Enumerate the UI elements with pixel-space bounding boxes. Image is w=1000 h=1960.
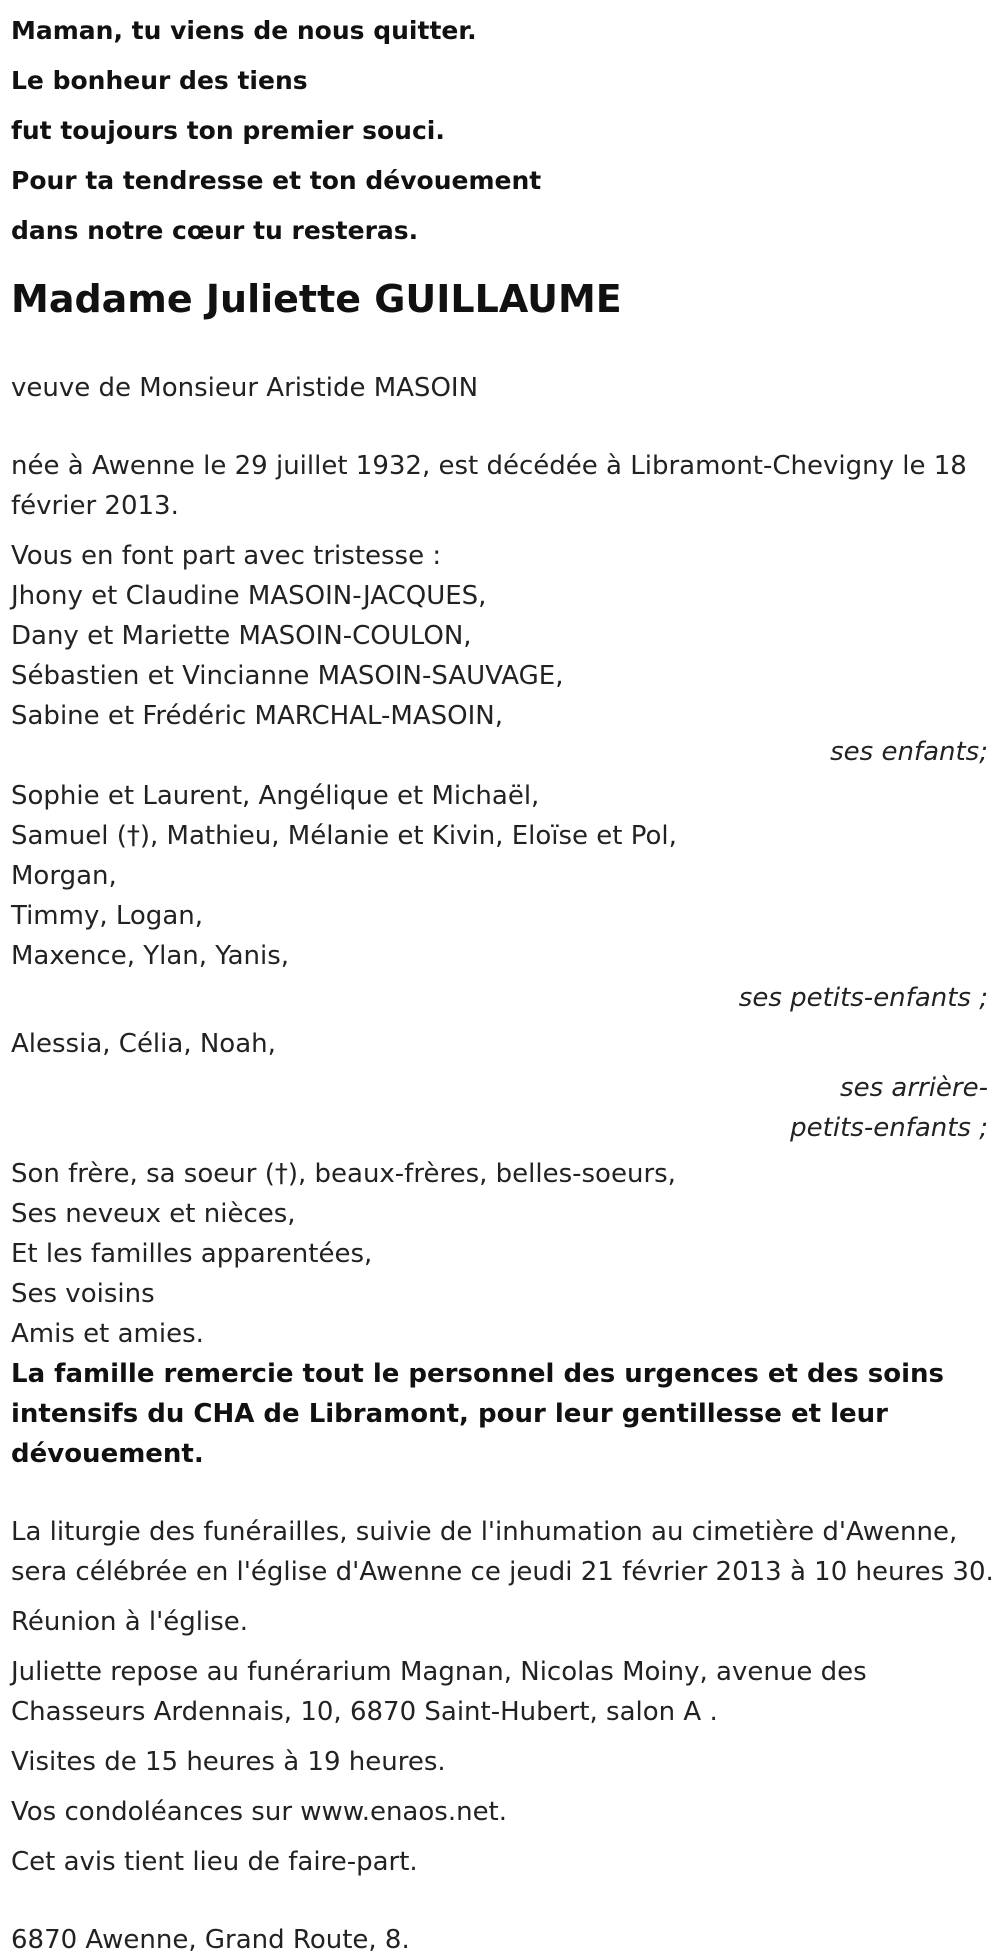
family-section [11,536,1000,768]
grandchildren-section [11,776,1000,1020]
poem-line: Maman, tu viens de nous quitter. [11,16,477,45]
notice-info: Cet avis tient lieu de faire-part. [11,1847,418,1877]
liturgy-info: La liturgie des funérailles, suivie de l'inhumation au cimetière d'Awenne, sera célébrée en l'église d'Awenne ce jeudi 21 février 2013 à 10 heures 30. [11,1517,994,1587]
poem-line: Le bonheur des tiens [11,66,308,95]
other-relative-line: Et les familles apparentées, [11,1239,373,1269]
great-grandchildren-label: ses arrière-petits-enfants ; [790,1073,988,1143]
other-relative-line: Ses neveux et nièces, [11,1199,296,1229]
poem [11,0,1000,256]
poem-line: fut toujours ton premier souci. [11,116,445,145]
condolences-info: Vos condoléances sur www.enaos.net. [11,1797,508,1827]
other-relatives-section [11,1154,1000,1354]
great-grandchildren-section [11,1024,1000,1148]
child-line: Sabine et Frédéric MARCHAL-MASOIN, [11,701,503,731]
other-relative-line: Ses voisins [11,1279,155,1309]
deceased-name: Madame Juliette GUILLAUME [11,277,622,321]
other-relative-line: Son frère, sa soeur (†), beaux-frères, belles-soeurs, [11,1159,676,1189]
announcement-intro: Vous en font part avec tristesse : [11,541,442,571]
child-line: Jhony et Claudine MASOIN-JACQUES, [11,581,487,611]
child-line: Dany et Mariette MASOIN-COULON, [11,621,472,651]
grandchild-line: Timmy, Logan, [11,901,203,931]
meeting-info: Réunion à l'église. [11,1607,249,1637]
grandchild-line: Samuel (†), Mathieu, Mélanie et Kivin, Eloïse et Pol, [11,821,677,851]
poem-line: dans notre cœur tu resteras. [11,216,419,245]
child-line: Sébastien et Vincianne MASOIN-SAUVAGE, [11,661,564,691]
grandchild-line: Maxence, Ylan, Yanis, [11,941,290,971]
poem-line: Pour ta tendresse et ton dévouement [11,166,542,195]
great-grandchild-line: Alessia, Célia, Noah, [11,1029,276,1059]
repose-info: Juliette repose au funérarium Magnan, Nicolas Moiny, avenue des Chasseurs Ardennais, 10, 6870 Saint-Hubert, salon A . [11,1657,867,1727]
grandchildren-label: ses petits-enfants ; [738,983,988,1013]
birth-death: née à Awenne le 29 juillet 1932, est décédée à Libramont-Chevigny le 18 février 2013. [11,451,967,521]
address: 6870 Awenne, Grand Route, 8. [11,1925,410,1955]
children-label: ses enfants; [830,737,988,767]
thanks-message: La famille remercie tout le personnel des urgences et des soins intensifs du CHA de Libramont, pour leur gentillesse et leur dévouement. [11,1359,945,1469]
widow-of: veuve de Monsieur Aristide MASOIN [11,373,479,403]
visits-info: Visites de 15 heures à 19 heures. [11,1747,446,1777]
grandchild-line: Morgan, [11,861,117,891]
other-relative-line: Amis et amies. [11,1319,204,1349]
grandchild-line: Sophie et Laurent, Angélique et Michaël, [11,781,540,811]
